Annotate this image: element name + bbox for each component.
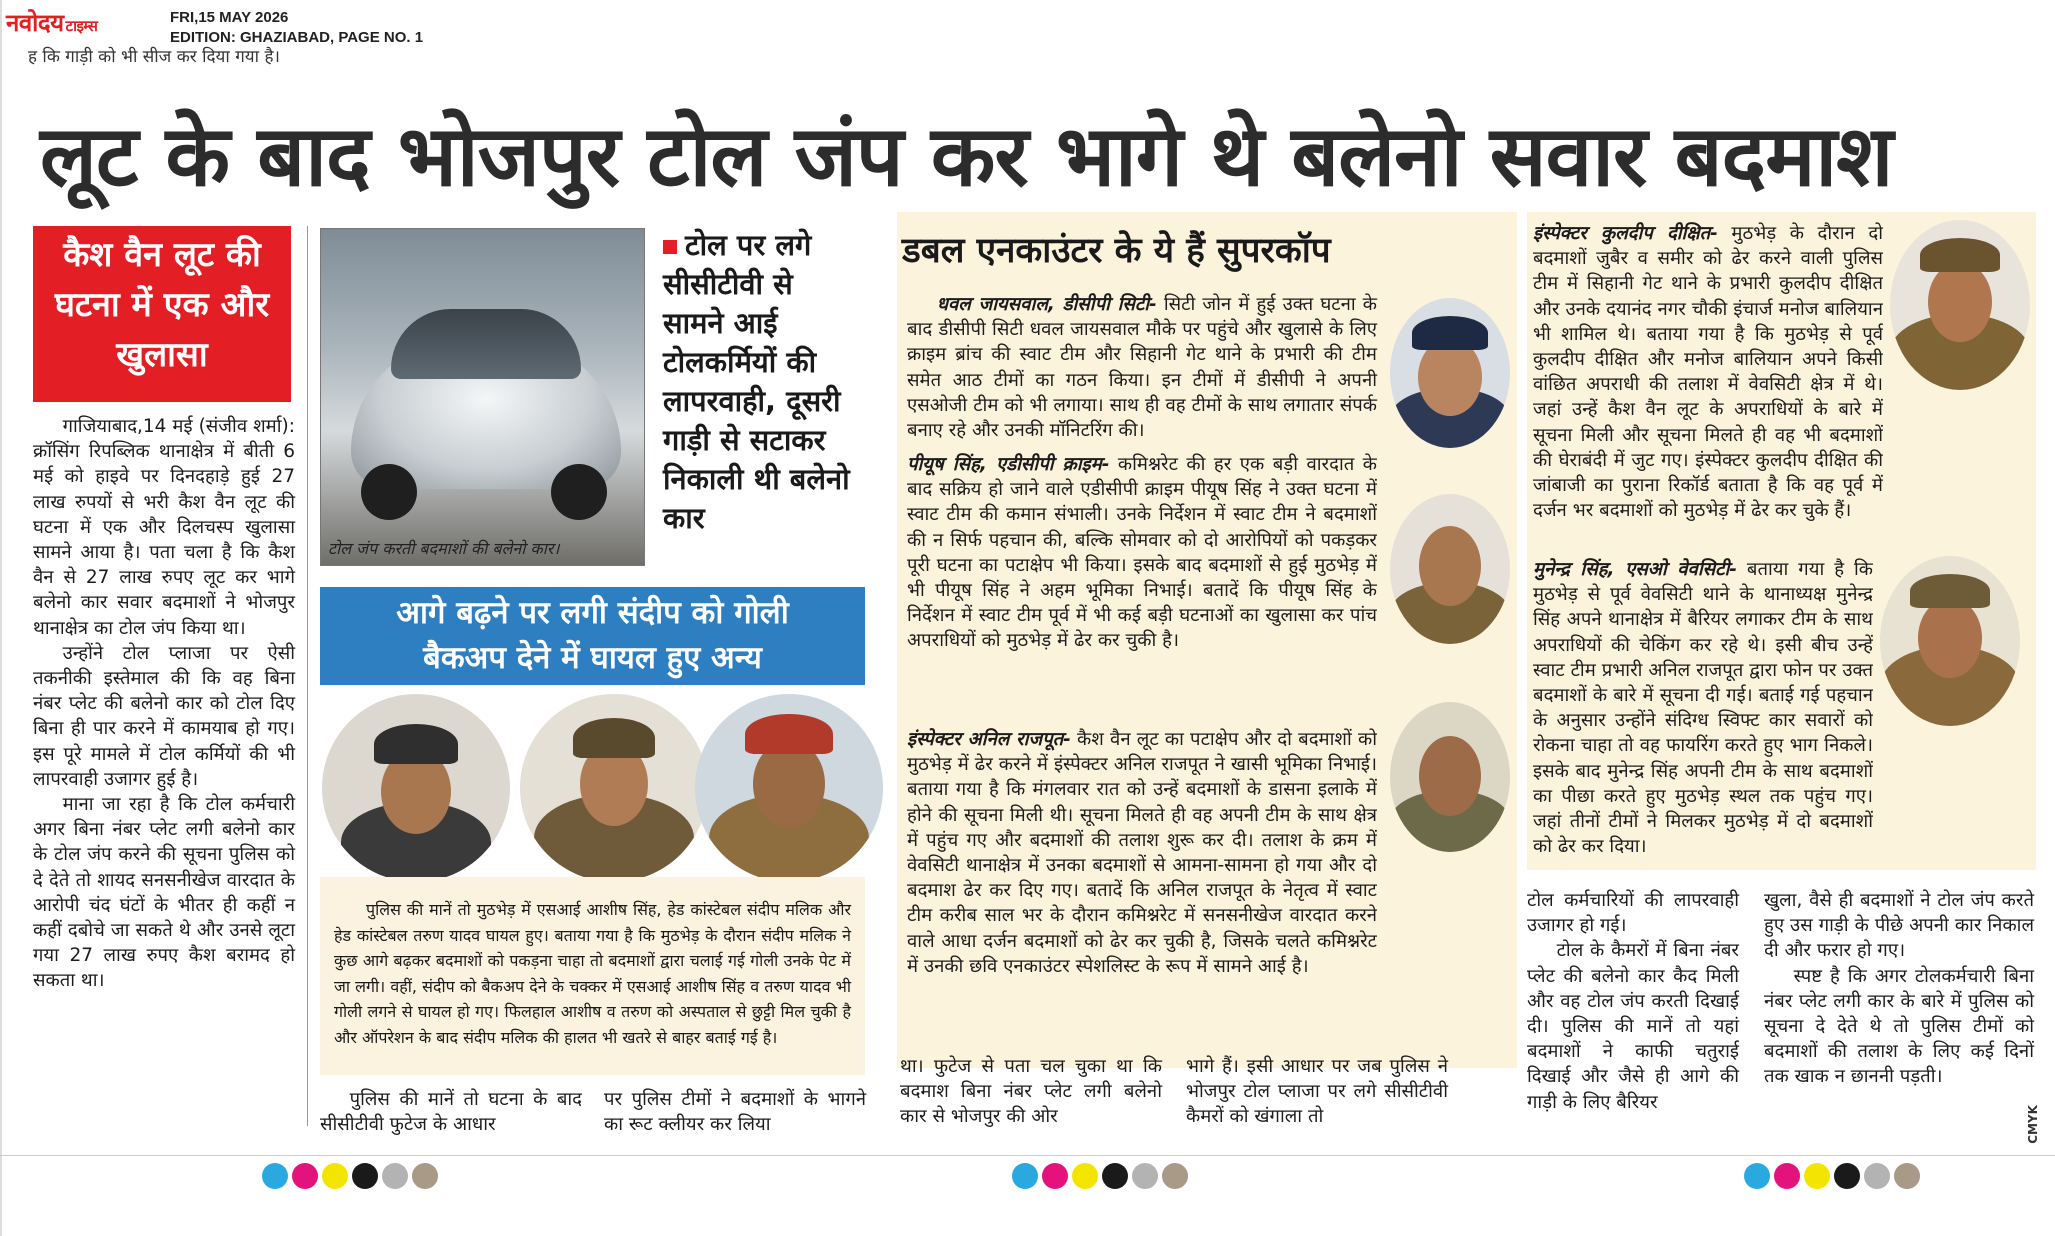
injured-officer-photo-1 [322, 694, 510, 882]
main-headline: लूट के बाद भोजपुर टोल जंप कर भागे थे बलेनो सवार बदमाश [40, 107, 1893, 205]
injured-officer-photo-3 [695, 694, 883, 882]
registration-dot [262, 1163, 288, 1189]
bottom-mid-col-b: भागे हैं। इसी आधार पर जब पुलिस ने भोजपुर टोल प्लाजा पर लगे सीसीटीवी कैमरों को खंगाला तो [1186, 1056, 1448, 1128]
dcp-name: धवल जायसवाल, डीसीपी सिटी- [936, 294, 1157, 315]
supercop-kuldeep-text: इंस्पेक्टर कुलदीप दीक्षित- मुठभेड़ के दौरान दो बदमाशों जुबैर व समीर को ढेर करने वाली पुलिस टीम में सिहानी गेट थाने के प्रभारी कुलदीप दीक्षित और उनके दयानंद नगर चौकी इंचार्ज मनोज बालियान भी शामिल थे। बताया गया है कि मुठभेड़ से पूर्व कुलदीप दीक्षित और मनोज बालियान अपने किसी वांछित अपराधी की तलाश में वेवसिटी क्षेत्र में थे। जहां उन्हें कैश वैन लूट के अपराधियों के बारे में सूचना मिली और सूचना मिलते ही वह भी बदमाशों की घेराबंदी में जुट गए। इंस्पेक्टर कुलदीप दीक्षित की जांबाजी का पुराना रिकॉर्ड बताता है कि वह पूर्व में दर्जन भर बदमाशों को मुठभेड़ में ढेर कर चुके हैं। [1533, 223, 1883, 522]
injured-officer-photo-2 [520, 694, 708, 882]
cmyk-label: CMYK [2026, 1105, 2040, 1144]
column1-para-1: गाजियाबाद,14 मई (संजीव शर्मा): क्रॉसिंग रिपब्लिक थानाक्षेत्र में बीती 6 मई को हाइवे पर दिनदहाड़े हुई 27 लाख रुपयों से भरी कैश वैन लूट की घटना में एक और दिलचस्प खुलासा सामने आया है। पता चला है कि कैश वैन से 27 लाख रुपए लूट कर भागे बलेनो कार सवार बदमाशों ने भोजपुर थानाक्षेत्र का टोल जंप किया था। [33, 416, 295, 639]
dateline [170, 8, 423, 48]
registration-dot [382, 1163, 408, 1189]
registration-dot [1804, 1163, 1830, 1189]
registration-dot [1012, 1163, 1038, 1189]
supercop-adcp-text: पीयूष सिंह, एडीसीपी क्राइम- कमिश्नरेट की हर एक बड़ी वारदात के बाद सक्रिय हो जाने वाले एडीसीपी क्राइम पीयूष सिंह ने उक्त घटना में स्वाट टीम की कमान संभाली। उनके निर्देशन में स्वाट टीम ने बदमाशों की न सिर्फ पहचान की, बल्कि सोमवार को दो आरोपियों को पकड़कर पूरी घटना का पटाक्षेप भी किया। इसके बाद बदमाशों से हुई मुठभेड़ में भी पीयूष सिंह ने अहम भूमिका निभाई। बतादें कि पीयूष सिंह के निर्देशन में स्वाट टीम पूर्व में भी कई बड़ी घटनाओं का खुलासा कर पांच अपराधियों को मुठभेड़ में ढेर कर चुकी है। [907, 454, 1377, 652]
dcp-photo [1390, 298, 1510, 448]
munendra-name: मुनेन्द्र सिंह, एसओ वेवसिटी- [1533, 559, 1737, 580]
edition-label: EDITION: GHAZIABAD, PAGE NO. 1 [170, 29, 424, 46]
car-photo [320, 228, 645, 566]
issue-date: FRI,15 MAY 2026 [170, 9, 289, 26]
registration-dot [292, 1163, 318, 1189]
face-shape [1918, 598, 1982, 678]
registration-dot [1132, 1163, 1158, 1189]
bottom-right-col-a: टोल कर्मचारियों की लापरवाही उजागर हो गई। टोल के कैमरों में बिना नंबर प्लेट की बलेनो कार कैद मिली और वह टोल जंप करती दिखाई दी। पुलिस की मानें तो यहां बदमाशों ने काफी चतुराई दिखाई और जैसे ही आगे की गाड़ी के लिए बैरियर [1527, 890, 1739, 1113]
registration-dot [412, 1163, 438, 1189]
face-shape [1419, 526, 1481, 606]
bottom-rule [0, 1155, 2055, 1156]
supercop-anil-text: इंस्पेक्टर अनिल राजपूत- कैश वैन लूट का पटाक्षेप और दो बदमाशों को मुठभेड़ में ढेर करने में इंस्पेक्टर अनिल राजपूत ने खासी भूमिका निभाई। बताया गया है कि मंगलवार रात को उन्हें बदमाशों के डासना इलाके में होने की सूचना मिली थी। सूचना मिलते ही वह अपनी टीम के साथ क्षेत्र में पहुंच गए और बदमाशों की तलाश शुरू कर दी। तलाश के क्रम में वेवसिटी थानाक्षेत्र में उनका बदमाशों से आमना-सामना हो गया और दो बदमाश ढेर कर दिए गए। बतादें कि अनिल राजपूत के नेतृत्व में स्वाट टीम करीब साल भर के दौरान कमिश्नरेट में सनसनीखेज वारदात करने वाले आधा दर्जन बदमाशों को ढेर कर चुकी है, जिसके चलते कमिश्नरेट में उनकी छवि एनकाउंटर स्पेशलिस्ट के रूप में सामने आई है। [907, 729, 1377, 977]
cap-shape [745, 714, 833, 754]
cap-shape [1920, 238, 2000, 272]
adcp-photo [1390, 494, 1510, 644]
registration-dot [1894, 1163, 1920, 1189]
car-windshield-shape [391, 309, 581, 379]
blue-bar-line-1: आगे बढ़ने पर लगी संदीप को गोली [396, 595, 789, 631]
red-square-icon [663, 240, 677, 254]
injury-details-box: पुलिस की मानें तो मुठभेड़ में एसआई आशीष सिंह, हेड कांस्टेबल संदीप मलिक और हेड कांस्टेबल तरुण यादव घायल हुए। बताया गया है कि मुठभेड़ के दौरान संदीप मलिक ने कुछ आगे बढ़कर बदमाशों को पकड़ना चाहा तो बदमाशों द्वारा चलाई गई गोली उनके पेट में जा लगी। वहीं, संदीप को बैकअप देने के चक्कर में एसआई आशीष सिंह व तरुण यादव भी गोली लगने से घायल हो गए। फिलहाल आशीष व तरुण को अस्पताल से छुट्टी मिल चुकी है और ऑपरेशन के बाद संदीप मलिक की हालत भी खतरे से बाहर बताई गई है। [320, 877, 865, 1075]
column-rule [307, 226, 308, 1126]
registration-dot [1162, 1163, 1188, 1189]
registration-dot [1072, 1163, 1098, 1189]
registration-dot [322, 1163, 348, 1189]
cap-shape [1910, 574, 1990, 608]
face-shape [1419, 736, 1481, 816]
newspaper-logo: नवोदय टाइम्स [6, 8, 98, 37]
column1-para-2: उन्होंने टोल प्लाजा पर ऐसी तकनीकी इस्तेमाल की कि वह बिना नंबर प्लेट की बलेनो कार को टोल दिए बिना ही पार करने में कामयाब हो गए। इस पूरे मामले में टोल कर्मियों की भी लापरवाही उजागर हुई है। [33, 642, 295, 790]
blue-bar-line-2: बैकअप देने में घायल हुए अन्य [423, 640, 762, 676]
bottom-mid-col-a: था। फुटेज से पता चल चुका था कि बदमाश बिना नंबर प्लेट लगी बलेनो कार से भोजपुर की ओर [900, 1056, 1162, 1128]
red-kicker-box: कैश वैन लूट की घटना में एक और खुलासा [33, 226, 291, 402]
registration-dot [1774, 1163, 1800, 1189]
car-wheel-left [361, 464, 417, 520]
kuldeep-name: इंस्पेक्टर कुलदीप दीक्षित- [1533, 223, 1718, 244]
cap-shape [573, 718, 655, 758]
left-edge [0, 0, 2, 1236]
supercop-munendra-text: मुनेन्द्र सिंह, एसओ वेवसिटी- बताया गया है कि मुठभेड़ से पूर्व वेवसिटी थाने के थानाध्यक्ष मुनेन्द्र सिंह अपने थानाक्षेत्र में बैरियर लगाकर टीम के साथ अपराधियों की चेकिंग कर रहे थे। इसी बीच उन्हें स्वाट टीम प्रभारी अनिल राजपूत द्वारा फोन पर उक्त बदमाशों के बारे में सूचना दी गई। बताई गई पहचान के अनुसार उन्होंने संदिग्ध स्विफ्ट कार सवारों को रोकना चाहा तो वह फायरिंग करते हुए भाग निकले। इसके बाद मुनेन्द्र सिंह अपनी टीम के साथ बदमाशों का पीछा करते हुए मुठभेड़ स्थल तक पहुंच गए। जहां तीनों टीमों ने मिलकर मुठभेड़ में दो बदमाशों को ढेर कर दिया। [1533, 559, 1873, 857]
inspector-anil-photo [1390, 702, 1510, 852]
registration-dot [1042, 1163, 1068, 1189]
cap-shape [374, 724, 458, 764]
adcp-name: पीयूष सिंह, एडीसीपी क्राइम- [907, 454, 1110, 475]
registration-dot [1864, 1163, 1890, 1189]
bottom-left-col-b: पर पुलिस टीमों ने बदमाशों के भागने का रूट क्लीयर कर लिया [604, 1089, 866, 1136]
car-wheel-right [551, 464, 607, 520]
face-shape [1928, 262, 1992, 342]
inspector-kuldeep-photo [1890, 220, 2030, 390]
bottom-left-col-a: पुलिस की मानें तो घटना के बाद सीसीटीवी फुटेज के आधार [320, 1089, 582, 1136]
registration-dot [352, 1163, 378, 1189]
photo-caption: टोल जंप करती बदमाशों की बलेनो कार। [328, 539, 560, 558]
registration-dot [1102, 1163, 1128, 1189]
supercop-dcp-text: धवल जायसवाल, डीसीपी सिटी- सिटी जोन में हुई उक्त घटना के बाद डीसीपी सिटी धवल जायसवाल मौके पर पहुंचे और खुलासे के लिए क्राइम ब्रांच की स्वाट टीम और सिहानी गेट थाने के प्रभारी की टीम समेत आठ टीमों का गठन किया। इन टीमों में डीसीपी ने अपनी एसओजी टीम को भी लगाया। साथ ही वह टीमों के साथ लगातार संपर्क बनाए रहे और उनकी मॉनिटरिंग की। [907, 294, 1377, 442]
article-column-1 [33, 414, 295, 994]
column1-para-3: माना जा रहा है कि टोल कर्मचारी अगर बिना नंबर प्लेट लगी बलेनो कार के टोल जंप करने की सूचना पुलिस को दे देते तो शायद सनसनीखेज वारदात के आरोपी चंद घंटों के भीतर ही कहीं न कहीं दबोचे जा सकते थे और उनसे लूटा गया 27 लाख रुपए कैश बरामद हो सकता था। [33, 794, 295, 992]
bottom-right-col-b: खुला, वैसे ही बदमाशों ने टोल जंप करते हुए उस गाड़ी के पीछे अपनी कार निकाल दी और फरार हो गए। स्पष्ट है कि अगर टोलकर्मचारी बिना नंबर प्लेट लगी कार के बारे में पुलिस को सूचना दे देते थे तो पुलिस टीमों को बदमाशों की तलाश के लिए कई दिनों तक खाक न छाननी पड़ती। [1764, 890, 2034, 1088]
blue-subhead-bar [320, 587, 865, 685]
so-munendra-photo [1880, 556, 2020, 726]
side-headline: टोल पर लगे सीसीटीवी से सामने आई टोलकर्मियों की लापरवाही, दूसरी गाड़ी से सटाकर निकाली थी बलेनो कार [663, 228, 850, 535]
registration-dot [1744, 1163, 1770, 1189]
anil-name: इंस्पेक्टर अनिल राजपूत- [907, 729, 1071, 750]
top-cut-text: ह कि गाड़ी को भी सीज कर दिया गया है। [28, 47, 280, 67]
supercop-title: डबल एनकाउंटर के ये हैं सुपरकॉप [902, 231, 1331, 271]
registration-dot [1834, 1163, 1860, 1189]
cap-shape [1412, 316, 1488, 350]
